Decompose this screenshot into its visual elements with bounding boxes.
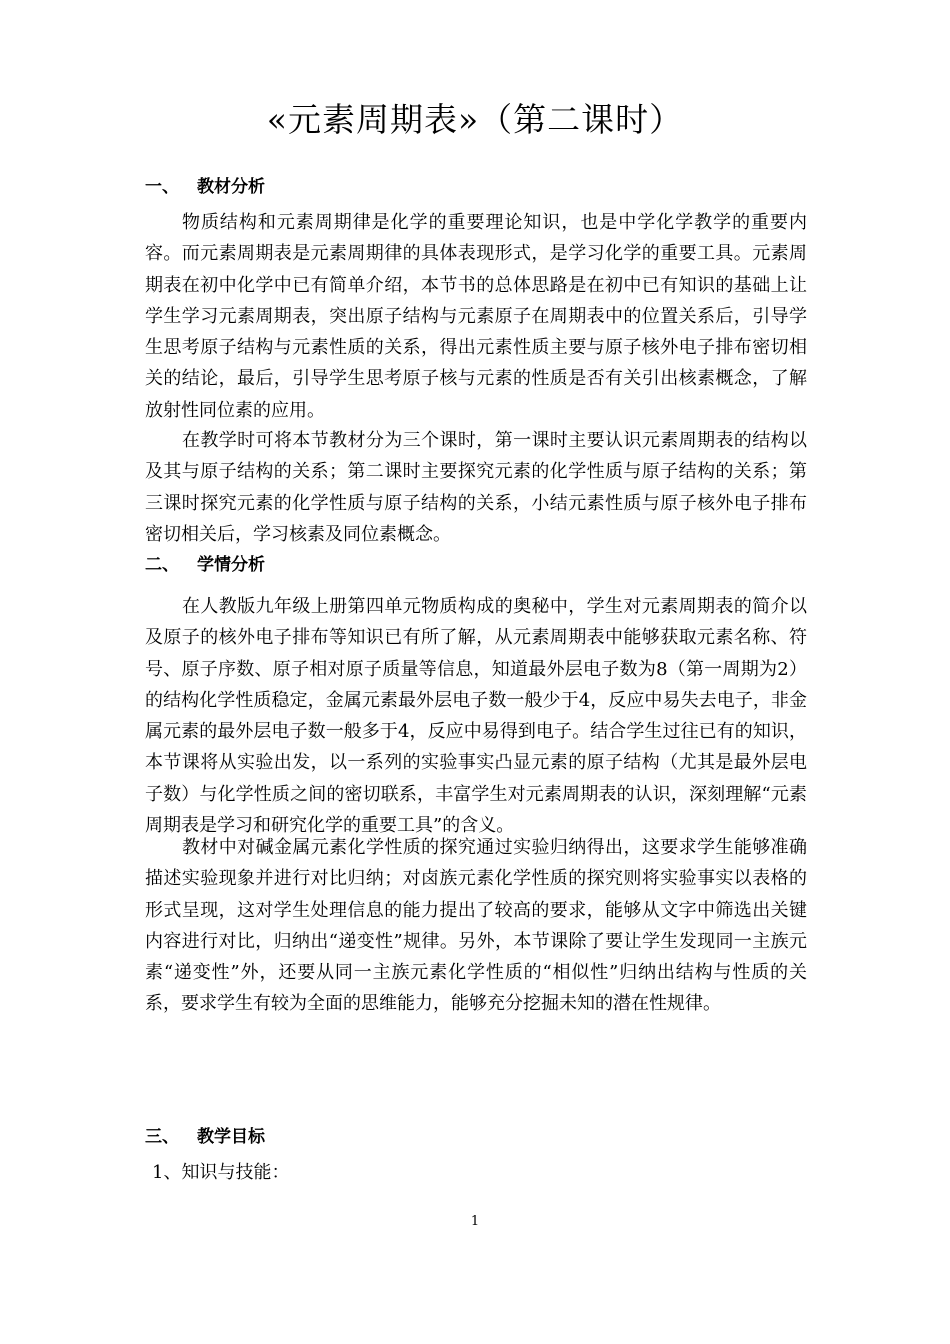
paragraph: 在教学时可将本节教材分为三个课时，第一课时主要认识元素周期表的结构以及其与原子结构的关系；第二课时主要探究元素的化学性质与原子结构的关系；第三课时探究元素的化学性质与原子结构的关系，小结元素性质与原子核外电子排布密切相关后，学习核素及同位素概念。: [145, 430, 807, 545]
paragraph: 教材中对碱金属元素化学性质的探究通过实验归纳得出，这要求学生能够准确描述实验现象并进行对比归纳；对卤族元素化学性质的探究则将实验事实以表格的形式呈现，这对学生处理信息的能力提出了较高的要求，能够从文字中筛选出关键内容进行对比，归纳出“递变性”规律。另外，本节课除了要让学生发现同一主族元素“递变性”外，还要从同一主族元素化学性质的“相似性”归纳出结构与性质的关系，要求学生有较为全面的思维能力，能够充分挖掘未知的潜在性规律。: [145, 837, 807, 1015]
section-title: 教学目标: [197, 1127, 265, 1147]
section-number: 一、: [145, 177, 179, 197]
section-title: 学情分析: [197, 555, 265, 575]
page-number: 1: [470, 1214, 480, 1229]
section-number: 二、: [145, 555, 179, 575]
page-title: «元素周期表»（第二课时）: [266, 100, 684, 139]
sub-heading-knowledge-skills: 1、知识与技能：: [152, 1162, 290, 1183]
section-heading-textbook-analysis: [145, 175, 265, 199]
section-heading-learner-analysis: [145, 553, 265, 577]
section-number: 三、: [145, 1127, 179, 1147]
section-title: 教材分析: [197, 177, 265, 197]
paragraph: 物质结构和元素周期律是化学的重要理论知识，也是中学化学教学的重要内容。而元素周期表是元素周期律的具体表现形式，是学习化学的重要工具。元素周期表在初中化学中已有简单介绍，本节书的总体思路是在初中已有知识的基础上让学生学习元素周期表，突出原子结构与元素原子在周期表中的位置关系后，引导学生思考原子结构与元素性质的关系，得出元素性质主要与原子核外电子排布密切相关的结论，最后，引导学生思考原子核与元素的性质是否有关引出核素概念，了解放射性同位素的应用。: [145, 212, 807, 421]
section-heading-teaching-goals: [145, 1125, 265, 1149]
paragraph: 在人教版九年级上册第四单元物质构成的奥秘中，学生对元素周期表的简介以及原子的核外电子排布等知识已有所了解，从元素周期表中能够获取元素名称、符号、原子序数、原子相对原子质量等信息，知道最外层电子数为8（第一周期为2）的结构化学性质稳定，金属元素最外层电子数一般少于4，反应中易失去电子，非金属元素的最外层电子数一般多于4，反应中易得到电子。结合学生过往已有的知识，本节课将从实验出发，以一系列的实验事实凸显元素的原子结构（尤其是最外层电子数）与化学性质之间的密切联系，丰富学生对元素周期表的认识，深刻理解“元素周期表是学习和研究化学的重要工具”的含义。: [145, 596, 807, 837]
